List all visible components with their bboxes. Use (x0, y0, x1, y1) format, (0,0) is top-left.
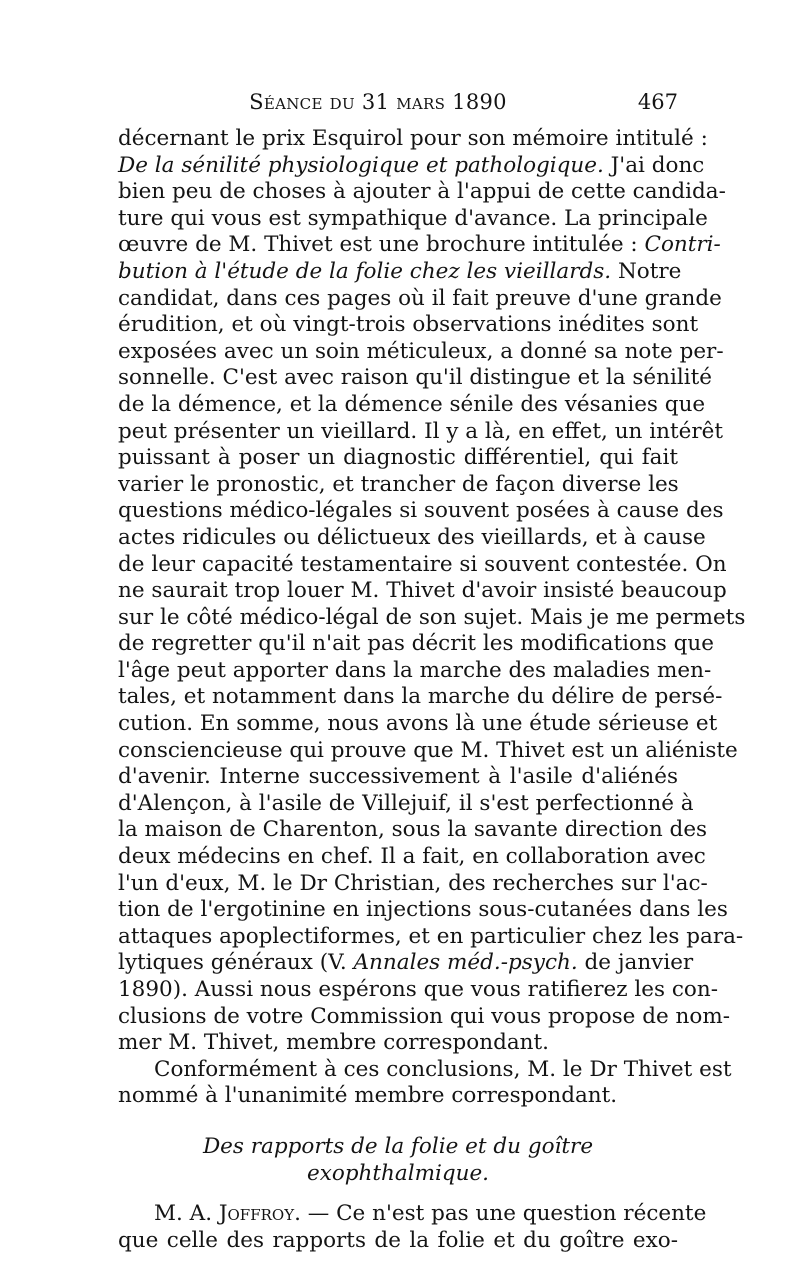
text-line: l'âge peut apporter dans la marche des maladies men- (118, 657, 712, 683)
text-line: exposées avec un soin méticuleux, a donné sa note per- (118, 338, 724, 364)
section-title: Des rapports de la folie et du goître exophthalmique. (202, 1133, 594, 1186)
text-line: tion de l'ergotinine en injections sous-cutanées dans les (118, 897, 728, 923)
text-line (118, 1201, 707, 1228)
running-head-day: 31 (361, 90, 390, 114)
running-head-prefix: Séance du (249, 90, 362, 114)
text-line: mer M. Thivet, membre correspondant. (118, 1030, 549, 1056)
running-head (118, 90, 638, 114)
paragraph-joffroy (118, 1201, 707, 1254)
text-line: bution à l'étude de la folie chez les vieillards. Notre (118, 258, 682, 284)
text-line: décernant le prix Esquirol pour son mémoire intitulé : (118, 126, 708, 151)
text-line: bien peu de choses à ajouter à l'appui de cette candida- (118, 179, 726, 205)
text-line: varier le pronostic, et trancher de façon diverse les (118, 471, 679, 497)
italic-title-contribution-start: Contri- (644, 232, 721, 258)
text-line: de leur capacité testamentaire si souvent contestée. On (118, 551, 727, 577)
text-line: que celle des rapports de la folie et du goître exo- (118, 1227, 678, 1253)
text-line: ture qui vous est sympathique d'avance. La principale (118, 205, 708, 231)
text-line: actes ridicules ou délictueux des vieillards, et à cause (118, 524, 706, 550)
running-head-month: mars (389, 90, 453, 114)
text-line: cution. En somme, nous avons là une étude sérieuse et (118, 711, 718, 737)
text-line: clusions de votre Commission qui vous propose de nom- (118, 1003, 731, 1029)
italic-title-senilite: De la sénilité physiologique et pathologique. (118, 152, 604, 178)
text-line: questions médico-légales si souvent posées à cause des (118, 498, 724, 524)
text-line: œuvre de M. Thivet est une brochure intitulée : Contri- (118, 232, 721, 258)
text-line: 1890). Aussi nous espérons que vous ratifierez les con- (118, 977, 718, 1002)
italic-journal-title: Annales méd.-psych. (353, 950, 578, 976)
text-line: tales, et notamment dans la marche du délire de persé- (118, 684, 723, 710)
paragraph-nomination (118, 1056, 732, 1110)
text-line: Conformément à ces conclusions, M. le Dr Thivet est (154, 1056, 732, 1082)
text-line: la maison de Charenton, sous la savante direction des (118, 817, 708, 843)
text-line: d'avenir. Interne successivement à l'asile d'aliénés (118, 764, 678, 790)
text-line: d'Alençon, à l'asile de Villejuif, il s'est perfectionné à (118, 790, 694, 816)
text-line: érudition, et où vingt-trois observations inédites sont (118, 312, 699, 338)
text-line: puissant à poser un diagnostic différentiel, qui fait (118, 445, 678, 471)
page-header (118, 90, 678, 124)
text-line: peut présenter un vieillard. Il y a là, en effet, un intérêt (118, 418, 723, 444)
text-line: De la sénilité physiologique et pathologique. J'ai donc (118, 152, 705, 178)
speaker-name: M. A. Joffroy. (154, 1201, 301, 1227)
text-line: attaques apoplectiformes, et en particulier chez les para- (118, 923, 744, 949)
text-line: ne saurait trop louer M. Thivet d'avoir insisté beaucoup (118, 578, 727, 604)
italic-title-contribution-end: bution à l'étude de la folie chez les vieillards. (118, 258, 612, 284)
running-head-year: 1890 (452, 90, 507, 114)
text-line: deux médecins en chef. Il a fait, en collaboration avec (118, 844, 706, 870)
text-line: lytiques généraux (V. Annales méd.-psych. de janvier (118, 950, 694, 976)
text-line: consciencieuse qui prouve que M. Thivet est un aliéniste (118, 737, 738, 763)
page-number: 467 (637, 90, 678, 114)
text-line: l'un d'eux, M. le Dr Christian, des recherches sur l'ac- (118, 870, 708, 896)
speaker-text: — Ce n'est pas une question récente (300, 1201, 707, 1227)
text-line: nommé à l'unanimité membre correspondant. (118, 1083, 618, 1109)
text-line: candidat, dans ces pages où il fait preuve d'une grande (118, 285, 722, 311)
text-line: sonnelle. C'est avec raison qu'il distingue et la sénilité (118, 365, 712, 391)
book-page (118, 90, 746, 1254)
text-line: sur le côté médico-légal de son sujet. Mais je me permets (118, 604, 746, 630)
text-line: de regretter qu'il n'ait pas décrit les modifications que (118, 631, 714, 657)
paragraph-commission-report (118, 126, 746, 1057)
text-line: de la démence, et la démence sénile des vésanies que (118, 391, 706, 417)
